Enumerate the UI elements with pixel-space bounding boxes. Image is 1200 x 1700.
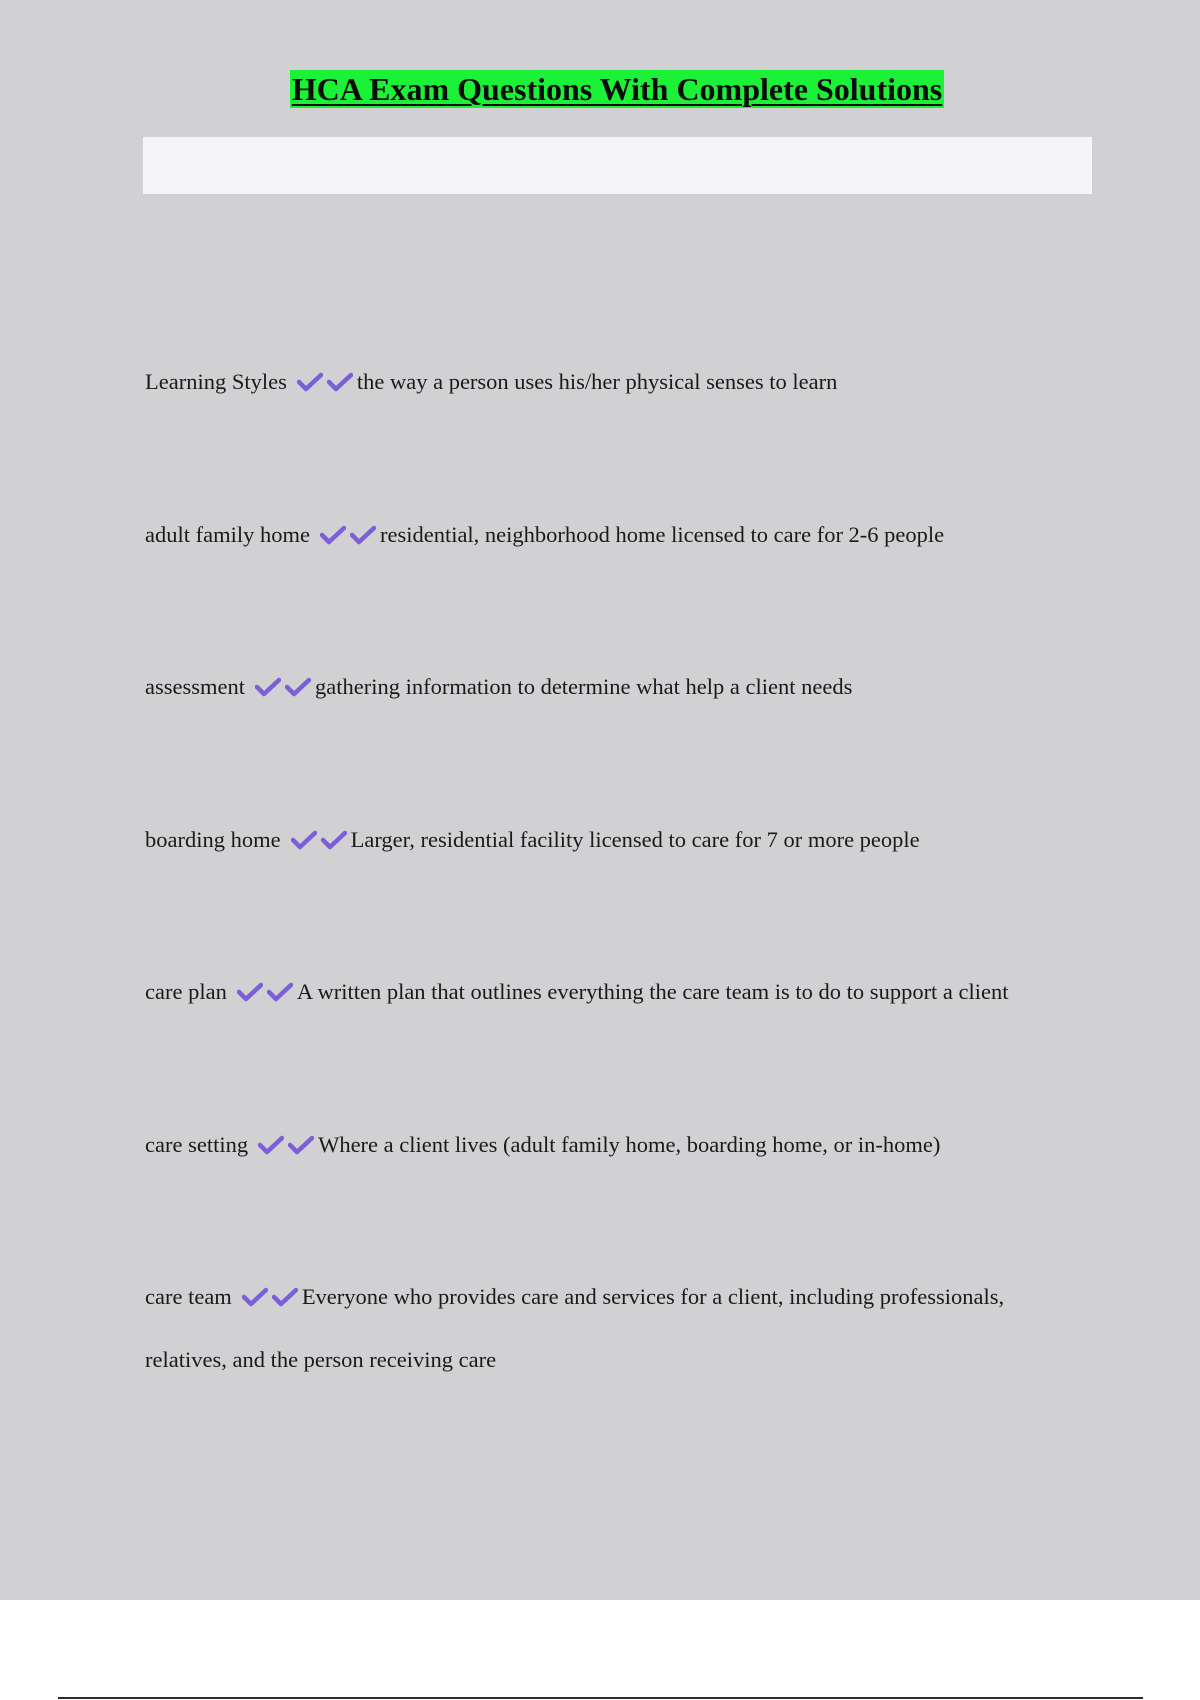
blank-banner (143, 137, 1092, 194)
double-checkmark (242, 1270, 298, 1330)
entry-assessment (145, 657, 1085, 720)
entry-definition: Everyone who provides care and services for a client, including professionals, relatives, and the person receiving care (145, 1284, 1005, 1372)
entry-definition: the way a person uses his/her physical senses to learn (356, 369, 838, 394)
entry-definition: residential, neighborhood home licensed to care for 2-6 people (379, 522, 945, 547)
double-checkmark (237, 965, 293, 1025)
entry-definition: Larger, residential facility licensed to care for 7 or more people (350, 827, 920, 852)
entry-definition: A written plan that outlines everything the care team is to do to support a client (296, 979, 1009, 1004)
entry-boarding-home (145, 810, 1085, 873)
checkmark-icon (320, 525, 346, 545)
checkmark-icon (255, 677, 281, 697)
double-checkmark (255, 660, 311, 720)
checkmark-icon (350, 525, 376, 545)
checkmark-icon (291, 830, 317, 850)
footer-divider (58, 1697, 1143, 1699)
entry-term: care plan (145, 979, 227, 1004)
entry-care-plan (145, 962, 1085, 1025)
entry-term: adult family home (145, 522, 310, 547)
entry-adult-family-home (145, 505, 1085, 568)
entry-term: boarding home (145, 827, 281, 852)
entry-care-setting (145, 1115, 1085, 1178)
entry-care-team (145, 1267, 1085, 1390)
checkmark-icon (321, 830, 347, 850)
title-container (0, 70, 1200, 108)
entry-term: care team (145, 1284, 232, 1309)
checkmark-icon (242, 1287, 268, 1307)
checkmark-icon (267, 982, 293, 1002)
double-checkmark (258, 1118, 314, 1178)
checkmark-icon (327, 372, 353, 392)
page-title: HCA Exam Questions With Complete Solutions (291, 71, 943, 107)
entry-term: care setting (145, 1132, 249, 1157)
checkmark-icon (285, 677, 311, 697)
entry-definition: Where a client lives (adult family home, boarding home, or in-home) (318, 1132, 941, 1157)
checkmark-icon (297, 372, 323, 392)
entry-term: assessment (145, 674, 245, 699)
checkmark-icon (258, 1135, 284, 1155)
checkmark-icon (237, 982, 263, 1002)
double-checkmark (320, 508, 376, 568)
entry-learning-styles (145, 352, 1085, 415)
entry-definition: gathering information to determine what help a client needs (315, 674, 853, 699)
checkmark-icon (272, 1287, 298, 1307)
double-checkmark (297, 355, 353, 415)
double-checkmark (291, 813, 347, 873)
entry-term: Learning Styles (145, 369, 287, 394)
checkmark-icon (288, 1135, 314, 1155)
